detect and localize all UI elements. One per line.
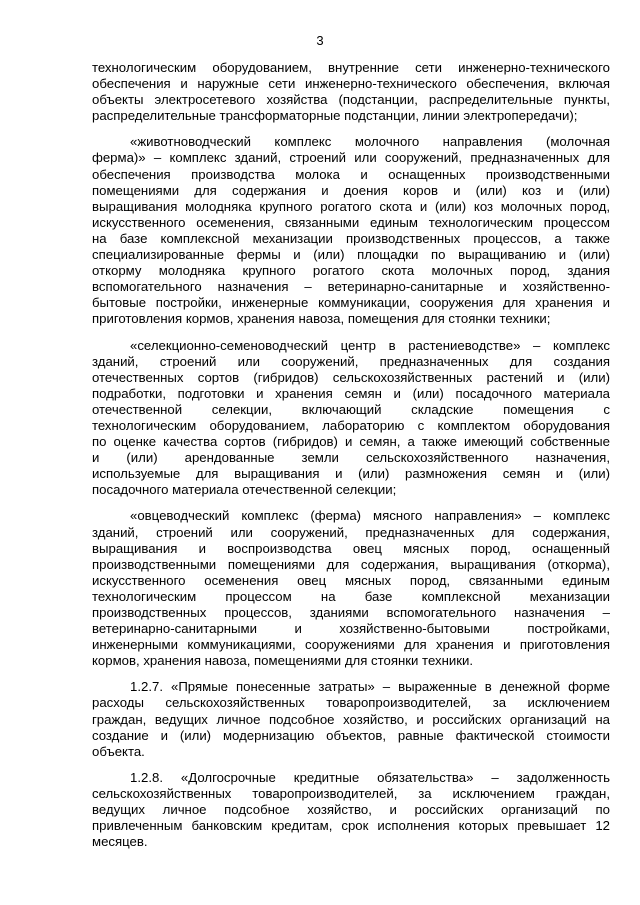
- text-line: расходы сельскохозяйственных товаропроизводителей, за исключением: [92, 695, 610, 711]
- text-line: кормов, хранения навоза, помещениями для стоянки техники.: [92, 653, 474, 669]
- paragraph: [92, 60, 610, 124]
- text-line: инженерными коммуникациями, сооружениями для хранения и приготовления: [92, 637, 610, 653]
- text-line: искусственного осеменения, связанными единым технологическим процессом: [92, 214, 610, 230]
- paragraph: [92, 508, 610, 669]
- paragraph: [92, 134, 610, 327]
- text-line: на базе комплексной механизации производственных процессов, а также: [92, 230, 610, 246]
- text-line: подработки, подготовки и хранения семян и (или) посадочного материала: [92, 385, 610, 401]
- text-line: посадочного материала отечественной селекции;: [92, 482, 397, 498]
- text-line: создание и (или) модернизацию объектов, равные фактической стоимости: [92, 727, 610, 743]
- text-line: месяцев.: [92, 834, 148, 850]
- text-line: «животноводческий комплекс молочного направления (молочная: [130, 134, 610, 150]
- page-number: 3: [316, 33, 324, 48]
- text-line: производственных процессов, зданиями вспомогательного назначения –: [92, 605, 610, 620]
- text-line: вспомогательного назначения – ветеринарно-санитарные и хозяйственно-: [92, 279, 610, 295]
- text-line: ведущих личное подсобное хозяйство, и российских организаций по: [92, 802, 610, 818]
- text-line: зданий, строений или сооружений, предназначенных для содержания,: [92, 524, 610, 540]
- text-line: искусственного осеменения овец мясных пород, связанными единым: [92, 572, 610, 588]
- text-line: зданий, строений или сооружений, предназначенных для создания: [92, 353, 610, 369]
- text-line: технологическим оборудованием, лабораторию с комплектом оборудования: [92, 417, 610, 433]
- text-line: объекты электросетевого хозяйства (подстанции, распределительные пункты,: [92, 92, 610, 108]
- paragraph: [92, 338, 610, 499]
- text-line: выращивания и воспроизводства овец мясных пород, оснащенный: [92, 540, 610, 556]
- text-line: приготовления кормов, хранения навоза, помещения для стоянки техники;: [92, 311, 551, 327]
- text-line: производственными помещениями для содержания, выращивания (откорма),: [92, 556, 610, 572]
- text-line: 1.2.7. «Прямые понесенные затраты» – выраженные в денежной форме: [130, 679, 610, 695]
- text-line: помещениями для содержания и доения коров и (или) коз и (или): [92, 182, 610, 198]
- text-line: граждан, ведущих личное подсобное хозяйство, и российских организаций на: [92, 711, 610, 727]
- text-line: обеспечения и наружные сети инженерно-технического обеспечения, включая: [92, 76, 610, 92]
- document-body: [92, 60, 610, 860]
- text-line: откорму молодняка крупного рогатого скота молочных пород, здания: [92, 263, 610, 279]
- text-line: ветеринарно-санитарными и хозяйственно-бытовыми постройками,: [92, 621, 610, 637]
- text-line: специализированные фермы и (или) площадки по выращиванию и (или): [92, 247, 610, 263]
- text-line: ферма)» – комплекс зданий, строений или сооружений, предназначенных для: [92, 150, 610, 166]
- text-line: технологическим оборудованием, внутренние сети инженерно-технического: [92, 60, 610, 75]
- text-line: 1.2.8. «Долгосрочные кредитные обязательства» – задолженность: [130, 769, 610, 785]
- text-line: сельскохозяйственных товаропроизводителей, за исключением граждан,: [92, 785, 610, 801]
- text-line: и (или) арендованные земли сельскохозяйственного назначения,: [92, 450, 610, 466]
- text-line: привлеченным банковским кредитам, срок исполнения которых превышает 12: [92, 818, 610, 834]
- text-line: объекта.: [92, 743, 145, 759]
- paragraph: [92, 770, 610, 850]
- text-line: обеспечения производства молока и оснащенных производственными: [92, 166, 610, 182]
- text-line: технологическим процессом на базе комплексной механизации: [92, 588, 610, 604]
- text-line: бытовые постройки, инженерные коммуникации, сооружения для хранения и: [92, 295, 610, 311]
- text-line: используемые для выращивания и (или) размножения семян и (или): [92, 466, 610, 482]
- text-line: по оценке качества сортов (гибридов) и семян, а также имеющий собственные: [92, 434, 610, 450]
- paragraph: [92, 679, 610, 759]
- text-line: «овцеводческий комплекс (ферма) мясного направления» – комплекс: [130, 508, 610, 524]
- text-line: «селекционно-семеноводческий центр в растениеводстве» – комплекс: [130, 337, 610, 353]
- text-line: распределительные трансформаторные подстанции, линии электропередачи);: [92, 108, 578, 124]
- text-line: отечественной селекции, включающий складские помещения с: [92, 401, 610, 417]
- text-line: отечественных сортов (гибридов) сельскохозяйственных растений и (или): [92, 369, 610, 385]
- text-line: выращивания молодняка крупного рогатого скота и (или) коз молочных пород,: [92, 198, 610, 214]
